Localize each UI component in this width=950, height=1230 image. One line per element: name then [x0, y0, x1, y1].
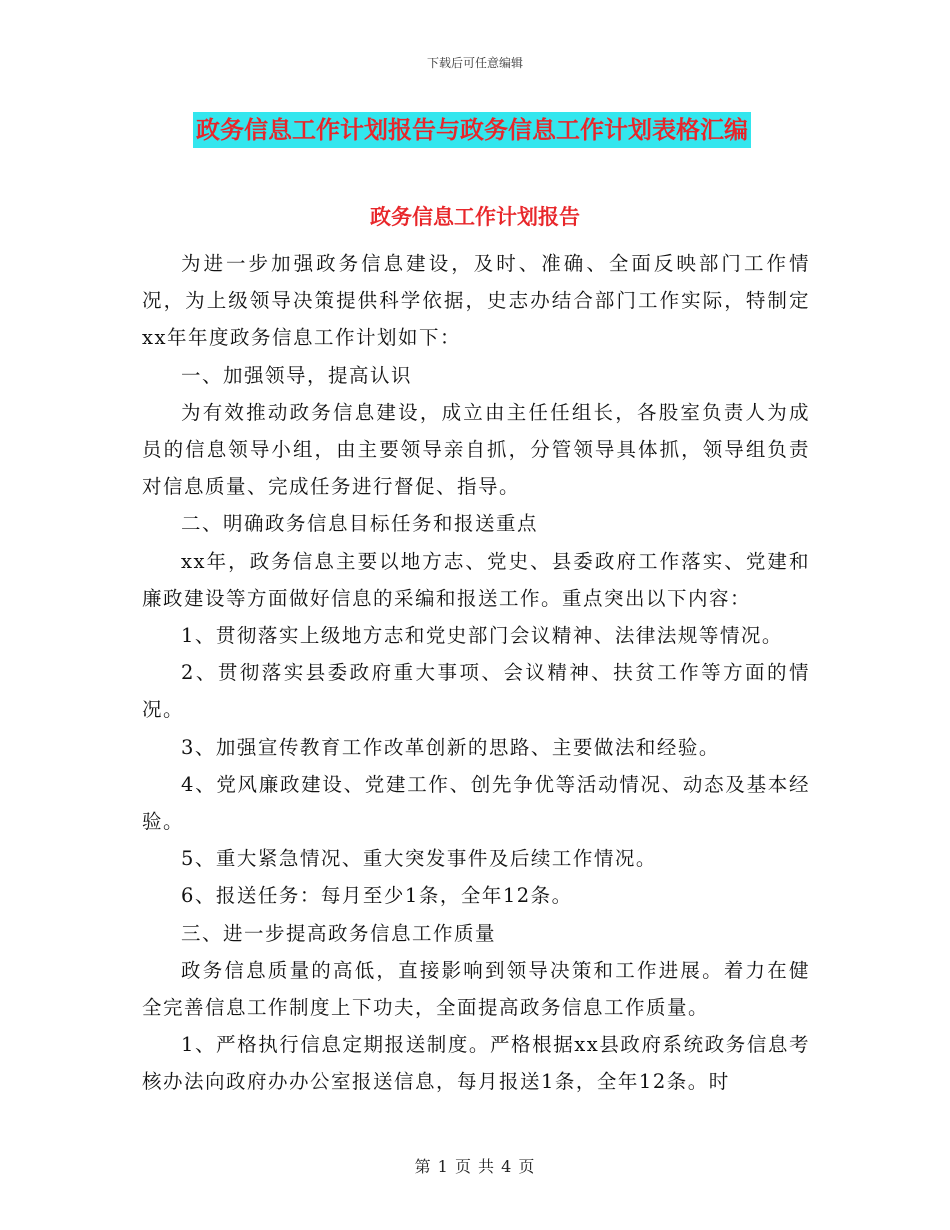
paragraph: 1、贯彻落实上级地方志和党史部门会议精神、法律法规等情况。 — [181, 624, 783, 648]
paragraph: 2、贯彻落实县委政府重大事项、会议精神、扶贫工作等方面的情况。 — [142, 661, 810, 722]
paragraph: 6、报送任务：每月至少1条，全年12条。 — [181, 884, 573, 908]
document-title: 政务信息工作计划报告与政务信息工作计划表格汇编 — [193, 112, 751, 148]
header-note: 下载后可任意编辑 — [426, 56, 523, 70]
body-text — [142, 245, 810, 1101]
paragraph: 4、党风廉政建设、党建工作、创先争优等活动情况、动态及基本经验。 — [142, 772, 810, 834]
section-title: 政务信息工作计划报告 — [370, 205, 580, 229]
paragraph: 3、加强宣传教育工作改革创新的思路、主要做法和经验。 — [181, 735, 720, 759]
page-footer: 第 1 页 共 4 页 — [414, 1157, 536, 1176]
paragraph: 为有效推动政务信息建设，成立由主任任组长，各股室负责人为成员的信息领导小组，由主要领导亲自抓，分管领导具体抓，领导组负责对信息质量、完成任务进行督促、指导。 — [142, 400, 810, 499]
paragraph: 一、加强领导，提高认识 — [181, 363, 413, 387]
paragraph: xx年，政务信息主要以地方志、党史、县委政府工作落实、党建和廉政建设等方面做好信息的采编和报送工作。重点突出以下内容： — [142, 549, 810, 610]
paragraph: 二、明确政务信息目标任务和报送重点 — [181, 512, 539, 536]
paragraph: 5、重大紧急情况、重大突发事件及后续工作情况。 — [181, 847, 657, 871]
paragraph: 1、严格执行信息定期报送制度。严格根据xx县政府系统政务信息考核办法向政府办办公室报送信息，每月报送1条，全年12条。时 — [142, 1033, 810, 1094]
paragraph: 政务信息质量的高低，直接影响到领导决策和工作进展。着力在健全完善信息工作制度上下功夫，全面提高政务信息工作质量。 — [142, 958, 810, 1020]
paragraph: 为进一步加强政务信息建设，及时、准确、全面反映部门工作情况，为上级领导决策提供科学依据，史志办结合部门工作实际，特制定xx年年度政务信息工作计划如下： — [142, 252, 810, 350]
paragraph: 三、进一步提高政务信息工作质量 — [181, 921, 497, 945]
